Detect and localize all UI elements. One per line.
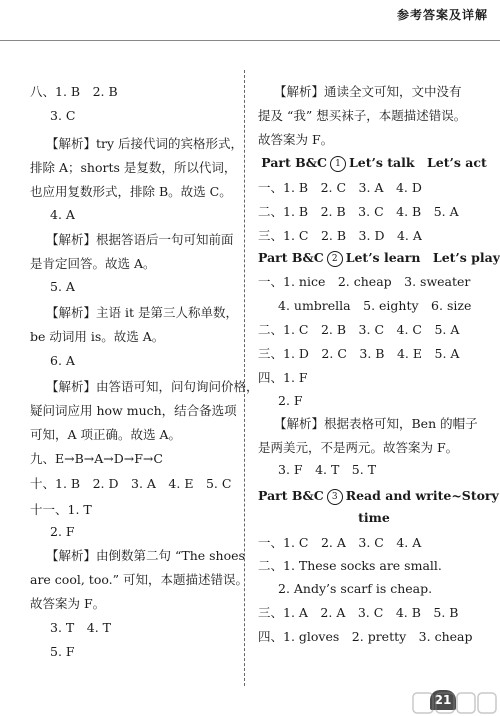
answer-line: 九、E→B→A→D→F→C: [30, 451, 163, 466]
answer-line: 【解析】根据表格可知，Ben 的帽子: [274, 416, 478, 431]
answer-line: 十一、1. T: [30, 502, 92, 517]
answer-line: 疑问词应用 how much，结合备选项: [30, 403, 237, 418]
answer-line: 二、1. C 2. B 3. C 4. C 5. A: [258, 322, 460, 337]
answer-line: 一、1. C 2. A 3. C 4. A: [258, 535, 422, 550]
answer-line: 一、1. B 2. C 3. A 4. D: [258, 180, 422, 195]
answer-line: 三、1. A 2. A 3. C 4. B 5. B: [258, 605, 459, 620]
answer-line: 故答案为 F。: [30, 596, 106, 611]
answer-line: 八、1. B 2. B: [30, 84, 118, 99]
answer-line: 是两美元，不是两元。故答案为 F。: [258, 440, 459, 455]
page-number: 21: [430, 690, 456, 710]
answer-line: are cool, too.” 可知，本题描述错误。: [30, 572, 248, 587]
answer-line: 二、1. These socks are small.: [258, 558, 442, 573]
answer-line: 6. A: [50, 353, 75, 368]
answer-line: 2. F: [278, 393, 303, 408]
section-number-badge: 3: [327, 489, 343, 505]
section-part-label: Part B&C: [261, 155, 327, 170]
answer-line: 是肯定回答。故选 A。: [30, 256, 156, 271]
answer-line: 4. A: [50, 207, 75, 222]
answer-line: 提及 “我” 想买袜子，本题描述错误。: [258, 108, 467, 123]
section-title: Let’s learn Let’s play: [345, 250, 500, 265]
answer-line: 四、1. F: [258, 370, 308, 385]
answer-line: 可知，A 项正确。故选 A。: [30, 427, 182, 442]
answer-line: 故答案为 F。: [258, 132, 334, 147]
answer-line: 三、1. C 2. B 3. D 4. A: [258, 228, 422, 243]
section-title: Let’s talk Let’s act: [348, 155, 487, 170]
answer-line: 【解析】由答语可知，问句询问价格，: [46, 379, 259, 394]
answer-line: 5. F: [50, 644, 75, 659]
answer-line: 二、1. B 2. B 3. C 4. B 5. A: [258, 204, 459, 219]
section-heading: [258, 250, 500, 267]
answer-line: 四、1. gloves 2. pretty 3. cheap: [258, 629, 473, 644]
section-heading: [258, 155, 490, 172]
section-part-label: Part B&C: [258, 488, 324, 503]
column-divider: [244, 70, 245, 686]
answer-line: 4. umbrella 5. eighty 6. size: [278, 298, 472, 313]
section-heading: [258, 488, 499, 505]
answer-line: 三、1. D 2. C 3. B 4. E 5. A: [258, 346, 460, 361]
section-title: Read and write~Story: [345, 488, 499, 503]
answer-line: 也应用复数形式，排除 B。故选 C。: [30, 184, 232, 199]
answer-line: 3. C: [50, 108, 76, 123]
answer-line: 5. A: [50, 279, 75, 294]
answer-line: 【解析】根据答语后一句可知前面: [46, 232, 234, 247]
answer-line: 【解析】通读全文可知，文中没有: [274, 84, 462, 99]
answer-line: 十、1. B 2. D 3. A 4. E 5. C: [30, 476, 232, 491]
answer-line: 一、1. nice 2. cheap 3. sweater: [258, 274, 471, 289]
section-part-label: Part B&C: [258, 250, 324, 265]
answer-line: 排除 A；shorts 是复数，所以代词，: [30, 160, 237, 175]
answer-line: 3. F 4. T 5. T: [278, 462, 377, 477]
answer-line: 【解析】主语 it 是第三人称单数，: [46, 305, 238, 320]
answer-line: 【解析】try 后接代词的宾格形式，: [46, 136, 244, 151]
answer-line: 2. Andy’s scarf is cheap.: [278, 581, 433, 596]
section-number-badge: 2: [327, 251, 343, 267]
section-number-badge: 1: [330, 156, 346, 172]
answer-line: 2. F: [50, 524, 75, 539]
answer-line: 【解析】由倒数第二句 “The shoes: [46, 548, 245, 563]
watermark-logo-icon: [412, 690, 497, 716]
header-rule: [0, 40, 500, 41]
answer-line: be 动词用 is。故选 A。: [30, 329, 165, 344]
answer-line: time: [358, 510, 390, 525]
page-header: 参考答案及详解: [396, 8, 488, 22]
answer-line: 3. T 4. T: [50, 620, 111, 635]
